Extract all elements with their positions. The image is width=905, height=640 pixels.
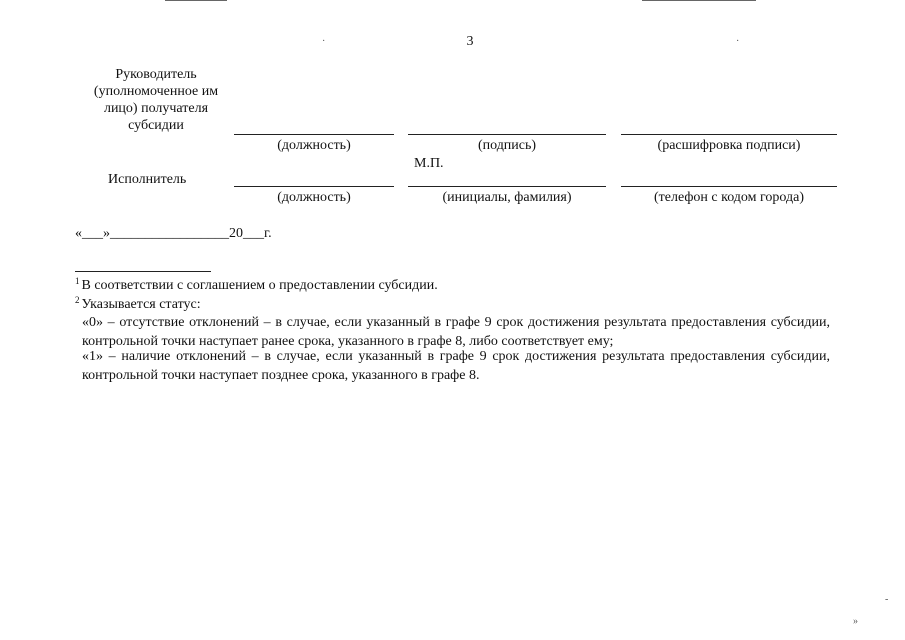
position-signature-line (234, 134, 394, 135)
status-zero-description: «0» – отсутствие отклонений – в случае, если указанный в графе 9 срок достижения результата предоставления субсидии, контрольной точки наступает ранее срока, указанного в графе 8, либо соответствует ему; (82, 315, 830, 349)
executor-position-line (234, 186, 394, 187)
footnote-separator (75, 271, 211, 272)
signature-decoding-line (621, 134, 837, 135)
executor-name-line (408, 186, 606, 187)
footnote-1 (75, 276, 438, 294)
footnote-1-text: В соответствии с соглашением о предоставлении субсидии. (81, 278, 438, 293)
position-caption: (должность) (277, 138, 351, 153)
signature-decoding-caption: (расшифровка подписи) (657, 138, 801, 153)
scan-speck: » (853, 616, 858, 627)
executor-name-caption: (инициалы, фамилия) (442, 190, 572, 205)
status-one-description: «1» – наличие отклонений – в случае, если указанный в графе 9 срок достижения результата предоставления субсидии, контрольной точки наступает позднее срока, указанного в графе 8. (82, 349, 830, 383)
signature-line (408, 134, 606, 135)
head-signatory-label: Руководитель (уполномоченное им лицо) получателя субсидии (93, 67, 219, 133)
footnote-1-marker: 1 (75, 276, 80, 286)
executor-label: Исполнитель (108, 172, 187, 187)
scan-artifact-line (165, 0, 227, 1)
footnote-2 (75, 295, 201, 313)
executor-phone-line (621, 186, 837, 187)
scan-artifact-line (642, 0, 756, 1)
footnote-2-text: Указывается статус: (81, 297, 201, 312)
date-field: «___»_________________20___г. (75, 226, 272, 241)
stamp-place: М.П. (414, 156, 444, 171)
page-number: 3 (466, 34, 474, 49)
footnote-2-marker: 2 (75, 295, 80, 305)
executor-phone-caption: (телефон с кодом города) (653, 190, 805, 205)
scan-speck: · (322, 36, 326, 47)
scan-speck: - (885, 594, 889, 605)
signature-caption: (подпись) (477, 138, 537, 153)
scan-speck: · (736, 36, 740, 47)
executor-position-caption: (должность) (277, 190, 351, 205)
